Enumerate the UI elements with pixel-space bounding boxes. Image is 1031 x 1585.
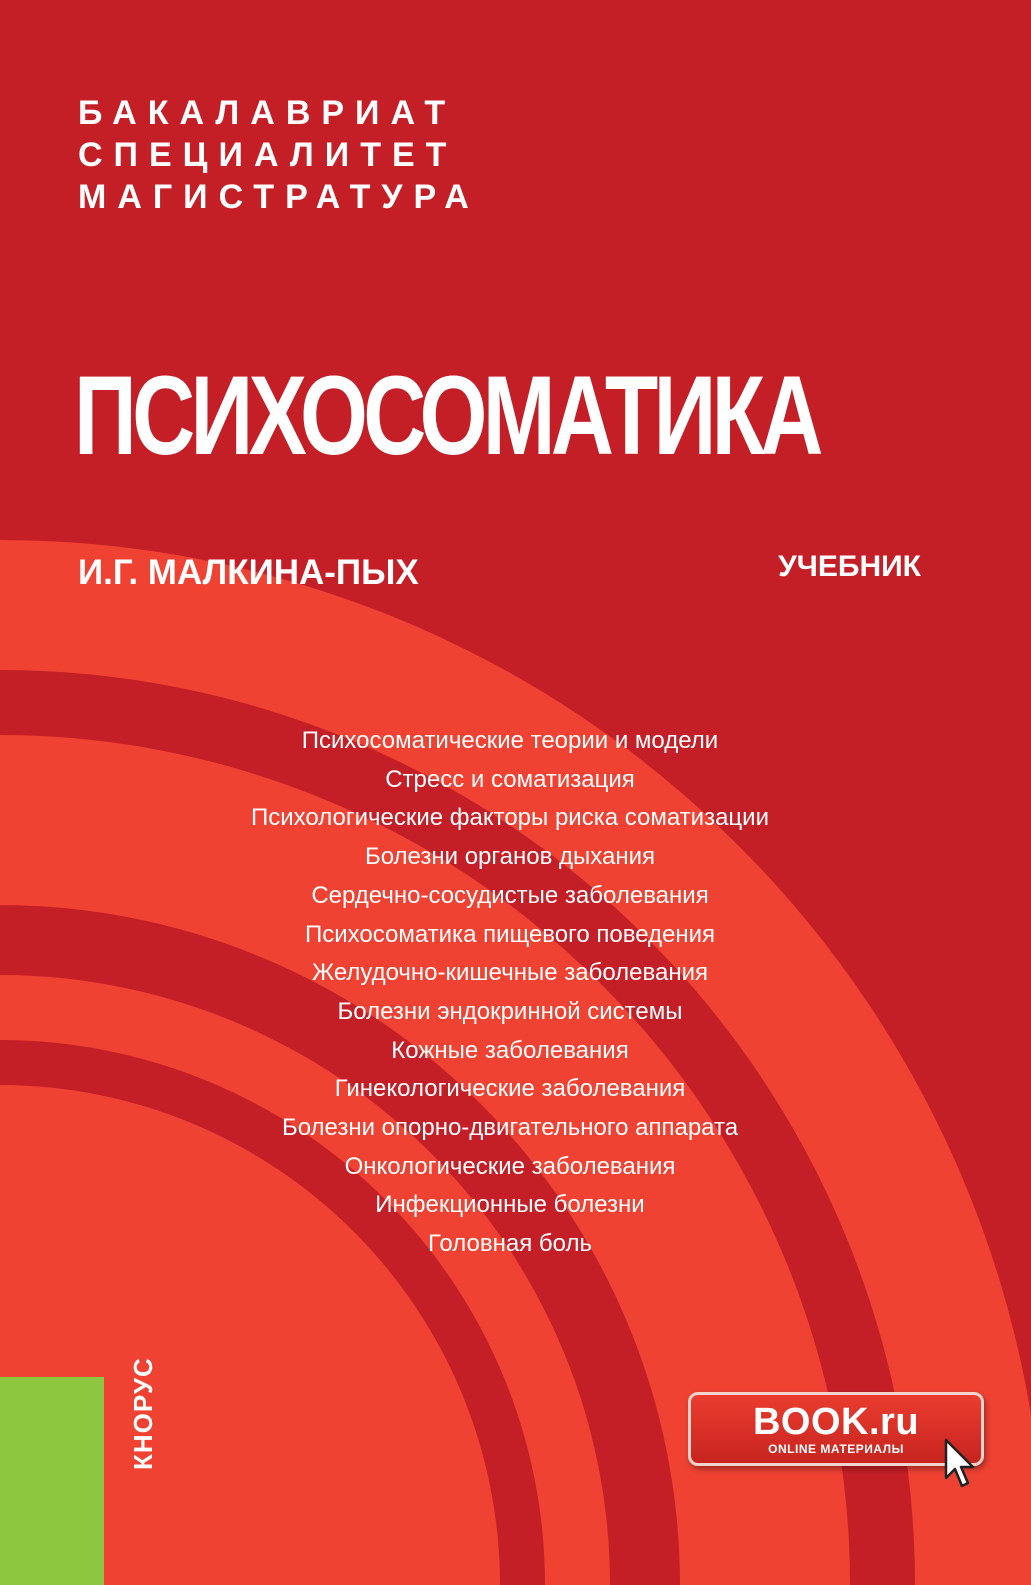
topic-item: Желудочно-кишечные заболевания [311, 959, 709, 987]
education-levels [78, 92, 480, 218]
bookru-badge[interactable] [688, 1392, 984, 1466]
bookru-brand: BOOK.ru [752, 1401, 920, 1443]
level-specialist: СПЕЦИАЛИТЕТ [78, 136, 458, 174]
green-strip [0, 1377, 104, 1585]
level-bachelor: БАКАЛАВРИАТ [78, 94, 457, 132]
topics-list [200, 722, 820, 1264]
book-title: ПСИХОСОМАТИКА [74, 353, 819, 478]
mouse-pointer-icon [944, 1438, 976, 1490]
topic-item: Психологические факторы риска соматизации [250, 804, 769, 832]
topic-item: Инфекционные болезни [375, 1191, 645, 1219]
topic-item: Психосоматика пищевого поведения [304, 920, 716, 948]
topic-item: Гинекологические заболевания [334, 1075, 686, 1103]
publisher-logo: КНОРУС [128, 1357, 158, 1470]
topic-item: Болезни эндокринной системы [337, 997, 683, 1025]
topic-item: Стресс и соматизация [385, 765, 635, 793]
topic-item: Психосоматические теории и модели [301, 727, 719, 754]
bookru-subtitle: ONLINE МАТЕРИАЛЫ [768, 1442, 904, 1456]
level-master: МАГИСТРАТУРА [78, 178, 480, 216]
topic-item: Болезни органов дыхания [364, 843, 655, 871]
topic-item: Головная боль [428, 1230, 592, 1258]
topic-item: Сердечно-сосудистые заболевания [311, 881, 709, 909]
topic-item: Болезни опорно-двигательного аппарата [281, 1114, 739, 1142]
topic-item: Кожные заболевания [391, 1036, 629, 1064]
topic-item: Онкологические заболевания [344, 1152, 676, 1180]
book-author: И.Г. МАЛКИНА-ПЫХ [78, 553, 419, 592]
book-type: УЧЕБНИК [778, 550, 921, 583]
